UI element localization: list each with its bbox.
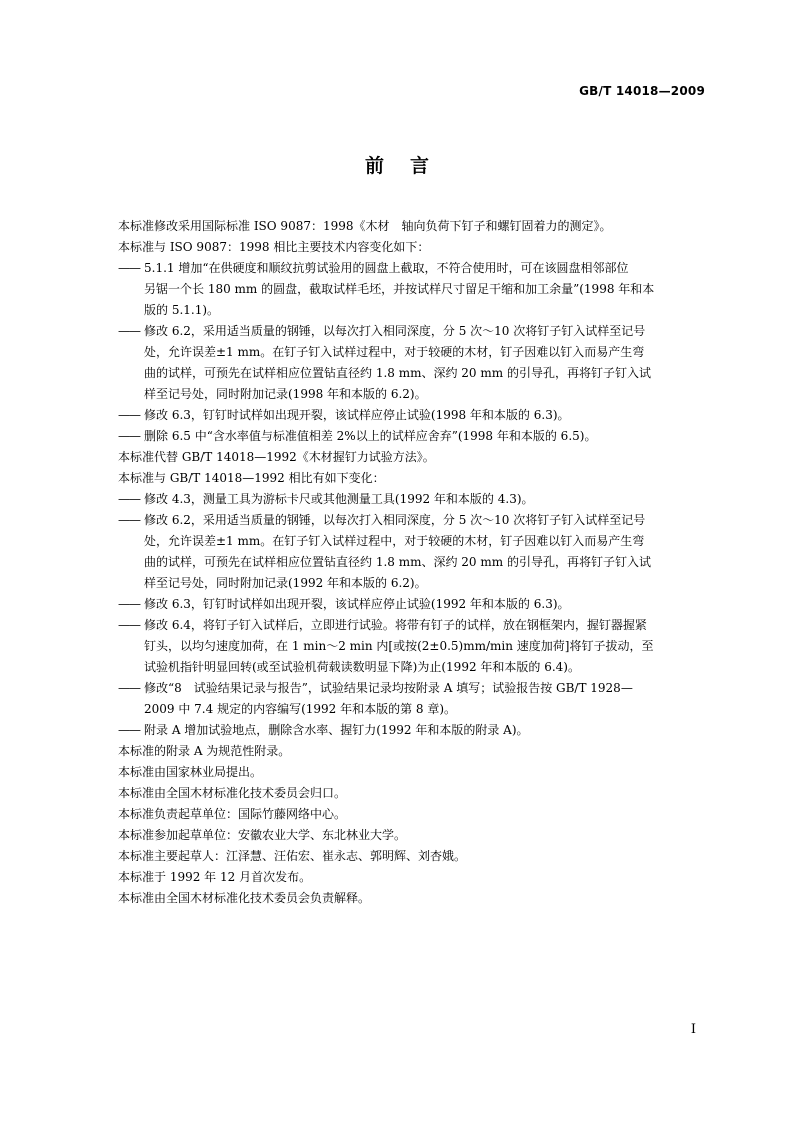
change-item (118, 426, 708, 447)
foreword-body (118, 216, 708, 909)
intro-paragraph: 本标准与 ISO 9087：1998 相比主要技术内容变化如下： (118, 240, 430, 254)
change-item (118, 258, 708, 321)
change-item-line: 修改 6.2，采用适当质量的钢锤，以每次打入相同深度，分 5 次～10 次将钉子钉入试样至记号 (144, 324, 646, 338)
change-item-line: 曲的试样，可预先在试样相应位置钻直径约 1.8 mm、深约 20 mm 的引导孔，再将钉子钉入试 (144, 555, 651, 569)
dash-marker: —— (118, 618, 140, 632)
change-item (118, 510, 708, 594)
replace-paragraph: 本标准代替 GB/T 14018—1992《木材握钉力试验方法》。 (118, 450, 435, 464)
change-item (118, 489, 708, 510)
gb1992-changes-list (118, 489, 708, 741)
change-item (118, 405, 708, 426)
closing-paragraph: 本标准由全国木材标准化技术委员会负责解释。 (118, 891, 371, 905)
closing-paragraph: 本标准由全国木材标准化技术委员会归口。 (118, 786, 347, 800)
dash-marker: —— (118, 513, 140, 527)
change-item-line: 钉头，以均匀速度加荷，在 1 min～2 min 内[或按(2±0.5)mm/min 速度加荷]将钉子拔动，至 (144, 639, 654, 653)
change-item-line: 版的 5.1.1)。 (144, 303, 220, 317)
change-item-line: 另锯一个长 180 mm 的圆盘，截取试样毛坯，并按试样尺寸留足干缩和加工余量”(1998 年和本 (144, 282, 655, 296)
dash-marker: —— (118, 408, 140, 422)
replace-section (118, 447, 708, 489)
change-item-line: 修改 4.3，测量工具为游标卡尺或其他测量工具(1992 年和本版的 4.3)。 (144, 492, 534, 506)
dash-marker: —— (118, 681, 140, 695)
replace-paragraph: 本标准与 GB/T 14018—1992 相比有如下变化： (118, 471, 385, 485)
change-item-line: 2009 中 7.4 规定的内容编写(1992 年和本版的第 8 章)。 (144, 702, 457, 716)
dash-marker: —— (118, 261, 140, 275)
dash-marker: —— (118, 429, 140, 443)
change-item (118, 678, 708, 720)
iso-changes-list (118, 258, 708, 447)
intro-paragraph: 本标准修改采用国际标准 ISO 9087：1998《木材 轴向负荷下钉子和螺钉固着力的测定》。 (118, 219, 612, 233)
closing-section (118, 741, 708, 909)
intro-section (118, 216, 708, 258)
change-item-line: 删除 6.5 中“含水率值与标准值相差 2%以上的试样应舍弃”(1998 年和本版的 6.5)。 (144, 429, 597, 443)
change-item-line: 修改 6.3，钉钉时试样如出现开裂，该试样应停止试验(1992 年和本版的 6.3)。 (144, 597, 570, 611)
change-item (118, 321, 708, 405)
change-item-line: 曲的试样，可预先在试样相应位置钻直径约 1.8 mm、深约 20 mm 的引导孔，再将钉子钉入试 (144, 366, 651, 380)
change-item-line: 修改 6.3，钉钉时试样如出现开裂，该试样应停止试验(1998 年和本版的 6.3)。 (144, 408, 570, 422)
closing-paragraph: 本标准于 1992 年 12 月首次发布。 (118, 870, 312, 884)
change-item-line: 处，允许误差±1 mm。在钉子钉入试样过程中，对于较硬的木材，钉子因难以钉入而易产生弯 (144, 345, 645, 359)
dash-marker: —— (118, 723, 140, 737)
change-item (118, 615, 708, 678)
change-item-line: 处，允许误差±1 mm。在钉子钉入试样过程中，对于较硬的木材，钉子因难以钉入而易产生弯 (144, 534, 645, 548)
change-item-line: 试验机指针明显回转(或至试验机荷载读数明显下降)为止(1992 年和本版的 6.4)。 (144, 660, 580, 674)
change-item-line: 修改“8 试验结果记录与报告”，试验结果记录均按附录 A 填写；试验报告按 GB/T 1928— (144, 681, 633, 695)
change-item-line: 修改 6.2，采用适当质量的钢锤，以每次打入相同深度，分 5 次～10 次将钉子钉入试样至记号 (144, 513, 646, 527)
page-title: 前言 (364, 155, 455, 177)
change-item-line: 修改 6.4，将钉子钉入试样后，立即进行试验。将带有钉子的试样，放在钢框架内，握钉器握紧 (144, 618, 647, 632)
change-item (118, 594, 708, 615)
closing-paragraph: 本标准由国家林业局提出。 (118, 765, 263, 779)
page-number: I (690, 1022, 696, 1037)
change-item-line: 5.1.1 增加“在供硬度和顺纹抗剪试验用的圆盘上截取，不符合使用时，可在该圆盘相邻部位 (144, 261, 629, 275)
change-item-line: 附录 A 增加试验地点，删除含水率、握钉力(1992 年和本版的附录 A)。 (144, 723, 529, 737)
change-item-line: 样至记号处，同时附加记录(1998 年和本版的 6.2)。 (144, 387, 427, 401)
dash-marker: —— (118, 492, 140, 506)
dash-marker: —— (118, 597, 140, 611)
closing-paragraph: 本标准负责起草单位：国际竹藤网络中心。 (118, 807, 347, 821)
closing-paragraph: 本标准的附录 A 为规范性附录。 (118, 744, 291, 758)
change-item (118, 720, 708, 741)
closing-paragraph: 本标准主要起草人：江泽慧、汪佑宏、崔永志、郭明辉、刘杏娥。 (118, 849, 467, 863)
dash-marker: —— (118, 324, 140, 338)
closing-paragraph: 本标准参加起草单位：安徽农业大学、东北林业大学。 (118, 828, 407, 842)
change-item-line: 样至记号处，同时附加记录(1992 年和本版的 6.2)。 (144, 576, 427, 590)
standard-code: GB/T 14018—2009 (579, 84, 705, 98)
